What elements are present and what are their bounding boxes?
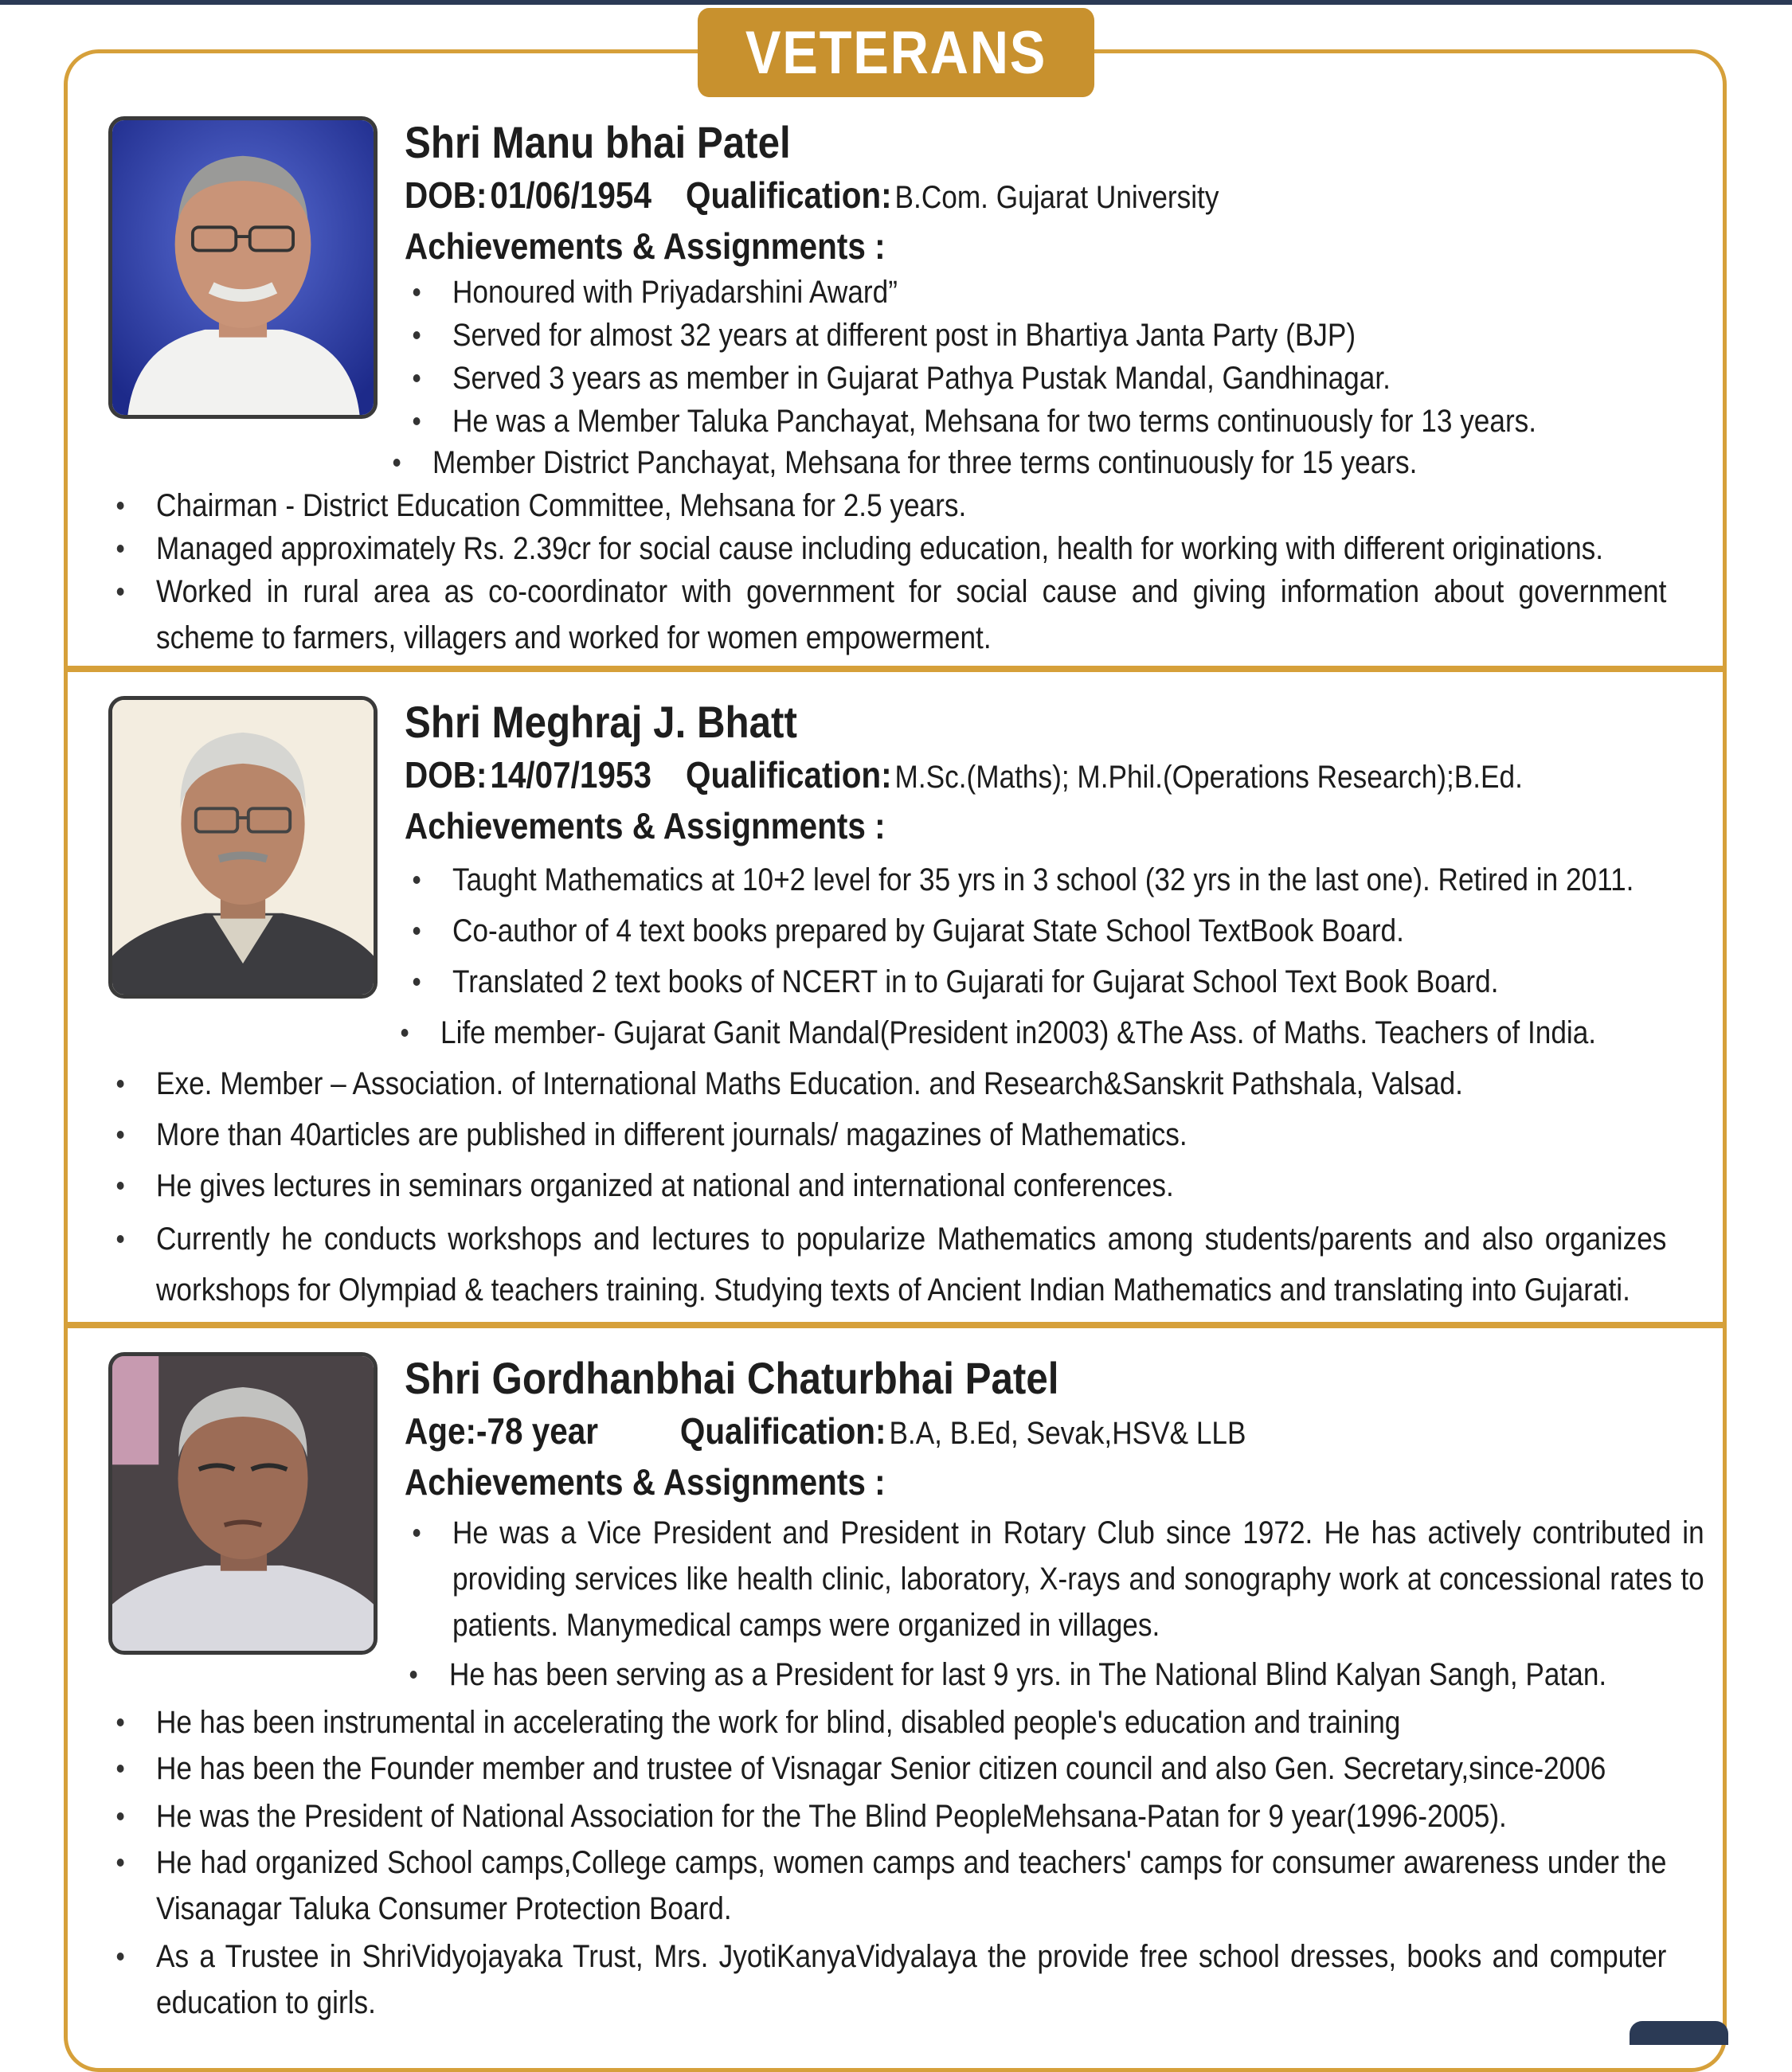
page-corner-tab xyxy=(1630,2021,1728,2045)
portrait-photo-manubhai xyxy=(108,116,378,419)
qualification-value: M.Sc.(Maths); M.Phil.(Operations Research);B.Ed. xyxy=(894,760,1523,795)
veteran-name: Shri Gordhanbhai Chaturbhai Patel xyxy=(405,1353,1059,1403)
bullet-icon xyxy=(117,1182,124,1190)
achievement-item: He has been instrumental in accelerating the work for blind, disabled people's education and training xyxy=(156,1699,1400,1746)
bullet-icon xyxy=(413,978,421,986)
veteran-info-line xyxy=(405,753,1523,796)
veteran-name: Shri Manu bhai Patel xyxy=(405,117,791,167)
achievement-item: Member District Panchayat, Mehsana for three terms continuously for 15 years. xyxy=(432,440,1417,486)
achievement-item: Served for almost 32 years at different post in Bhartiya Janta Party (BJP) xyxy=(452,312,1356,358)
achievement-item: Co-author of 4 text books prepared by Gujarat State School TextBook Board. xyxy=(452,908,1404,954)
achievement-item: He has been serving as a President for last 9 yrs. in The National Blind Kalyan Sangh, Patan. xyxy=(449,1652,1606,1698)
achievement-item: Worked in rural area as co-coordinator with government for social cause and giving information about government scheme to farmers, villagers and worked for women empowerment. xyxy=(156,569,1666,661)
bullet-icon xyxy=(410,1671,417,1679)
achievement-item: Managed approximately Rs. 2.39cr for social cause including education, health for working with different originations. xyxy=(156,526,1603,572)
bullet-icon xyxy=(117,588,124,596)
achievement-item: Chairman - District Education Committee, Mehsana for 2.5 years. xyxy=(156,483,966,529)
bullet-icon xyxy=(117,1765,124,1773)
qualification-label: Qualification: xyxy=(686,174,892,216)
age-label: Age:-78 year xyxy=(405,1410,599,1452)
dob-label: DOB: xyxy=(405,174,487,216)
achievement-item: He had organized School camps,College camps, women camps and teachers' camps for consumer awareness under the Visanagar Taluka Consumer Protection Board. xyxy=(156,1839,1666,1932)
achievement-item: He was the President of National Association for the The Blind PeopleMehsana-Patan for 9 year(1996-2005). xyxy=(156,1793,1507,1839)
achievement-item: He was a Vice President and President in Rotary Club since 1972. He has actively contributed in providing services like health clinic, laboratory, X-rays and sonography work at concessional rates to patients. Manymedical camps were organized in villages. xyxy=(452,1510,1704,1648)
achievement-item: Exe. Member – Association. of International Maths Education. and Research&Sanskrit Pathshala, Valsad. xyxy=(156,1061,1463,1107)
achievement-item: He has been the Founder member and trustee of Visnagar Senior citizen council and also Gen. Secretary,since-2006 xyxy=(156,1746,1606,1792)
achievement-item: Honoured with Priyadarshini Award” xyxy=(452,269,898,315)
dob-value: 14/07/1953 xyxy=(490,754,651,796)
portrait-photo-meghraj xyxy=(108,696,378,999)
achievements-heading: Achievements & Assignments : xyxy=(405,805,886,846)
bullet-icon xyxy=(413,876,421,884)
section-title: VETERANS xyxy=(698,8,1094,97)
achievement-item: Translated 2 text books of NCERT in to Gujarati for Gujarat School Text Book Board. xyxy=(452,959,1498,1005)
bullet-icon xyxy=(413,927,421,935)
achievement-item: More than 40articles are published in different journals/ magazines of Mathematics. xyxy=(156,1112,1187,1158)
bullet-icon xyxy=(117,1812,124,1820)
veteran-info-line xyxy=(405,174,1219,217)
dob-label: DOB: xyxy=(405,754,487,796)
bullet-icon xyxy=(413,288,421,296)
qualification-label: Qualification: xyxy=(679,1410,886,1452)
achievement-item: He was a Member Taluka Panchayat, Mehsana for two terms continuously for 13 years. xyxy=(452,398,1536,444)
veteran-name: Shri Meghraj J. Bhatt xyxy=(405,697,797,747)
top-border-bar xyxy=(0,0,1792,5)
achievement-item: Served 3 years as member in Gujarat Pathya Pustak Mandal, Gandhinagar. xyxy=(452,355,1391,401)
bullet-icon xyxy=(413,417,421,425)
bullet-icon xyxy=(393,459,401,467)
bullet-icon xyxy=(117,1859,124,1867)
achievement-item: Life member- Gujarat Ganit Mandal(President in2003) &The Ass. of Maths. Teachers of India. xyxy=(440,1010,1596,1056)
qualification-value: B.Com. Gujarat University xyxy=(894,180,1219,215)
qualification-value: B.A, B.Ed, Sevak,HSV& LLB xyxy=(889,1416,1246,1451)
bullet-icon xyxy=(413,374,421,382)
bullet-icon xyxy=(117,1131,124,1139)
bullet-icon xyxy=(117,545,124,553)
section-divider xyxy=(64,666,1727,672)
portrait-photo-gordhanbhai xyxy=(108,1352,378,1655)
achievement-item: Taught Mathematics at 10+2 level for 35 yrs in 3 school (32 yrs in the last one). Retired in 2011. xyxy=(452,857,1634,903)
bullet-icon xyxy=(117,1235,124,1243)
achievement-item: He gives lectures in seminars organized at national and international conferences. xyxy=(156,1163,1174,1209)
achievements-heading: Achievements & Assignments : xyxy=(405,225,886,267)
dob-value: 01/06/1954 xyxy=(490,174,651,216)
achievements-heading: Achievements & Assignments : xyxy=(405,1461,886,1503)
bullet-icon xyxy=(117,1080,124,1088)
bullet-icon xyxy=(117,1953,124,1961)
section-divider xyxy=(64,1322,1727,1328)
bullet-icon xyxy=(401,1029,409,1037)
achievement-item: As a Trustee in ShriVidyojayaka Trust, Mrs. JyotiKanyaVidyalaya the provide free school dresses, books and computer education to girls. xyxy=(156,1933,1666,2026)
achievement-item: Currently he conducts workshops and lectures to popularize Mathematics among students/parents and also organizes workshops for Olympiad & teachers training. Studying texts of Ancient Indian Mathematics and translating into Gujarati. xyxy=(156,1214,1666,1316)
bullet-icon xyxy=(117,502,124,510)
bullet-icon xyxy=(117,1718,124,1726)
qualification-label: Qualification: xyxy=(686,754,892,796)
veteran-info-line xyxy=(405,1409,1246,1452)
bullet-icon xyxy=(413,1529,421,1537)
bullet-icon xyxy=(413,331,421,339)
